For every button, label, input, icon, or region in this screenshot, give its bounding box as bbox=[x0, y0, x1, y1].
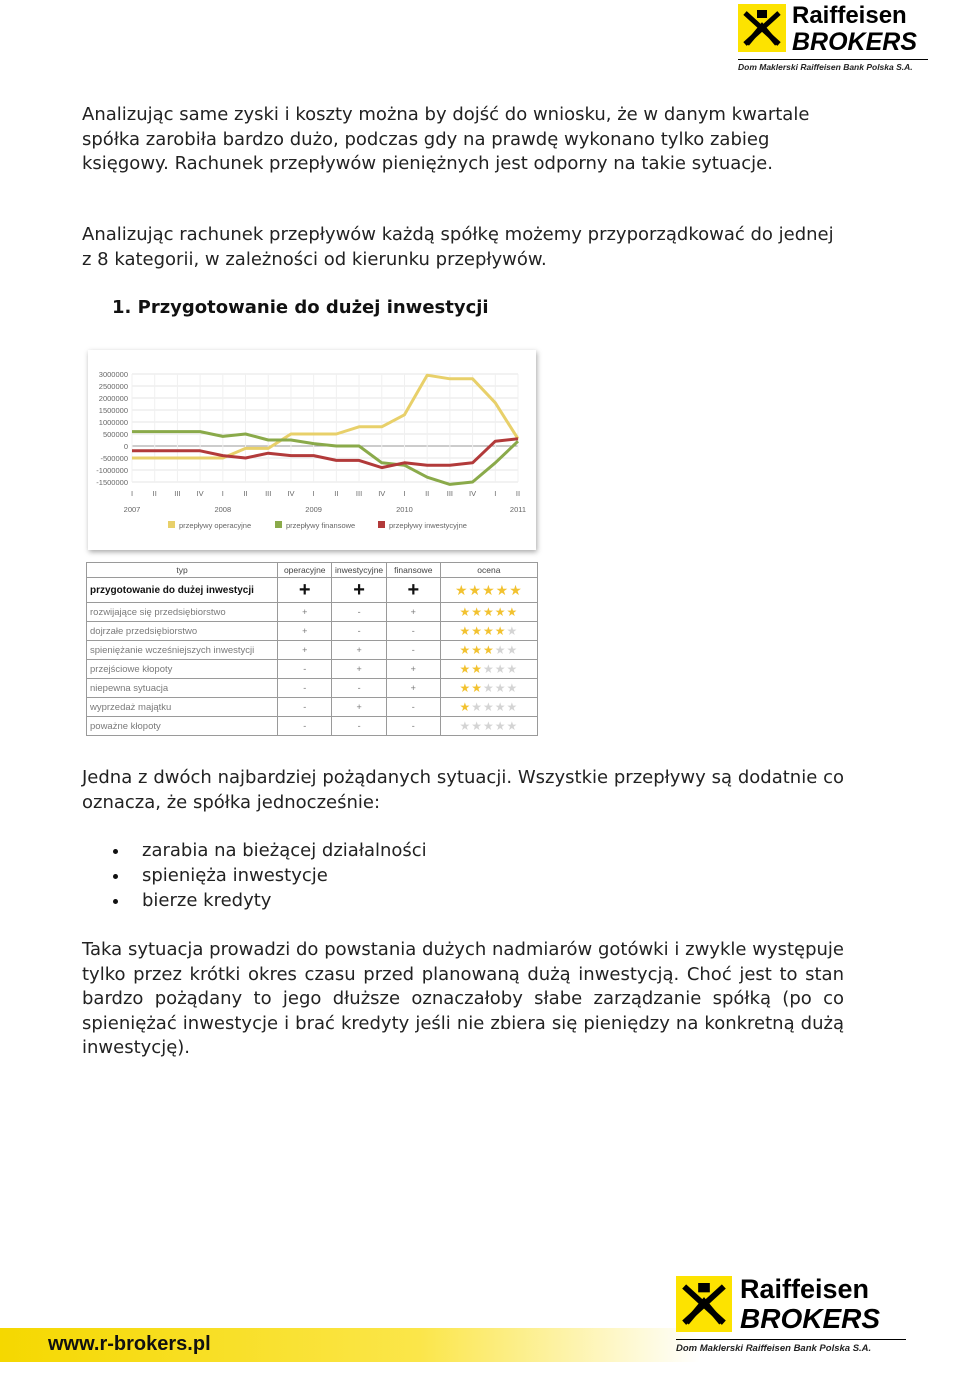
x-tick-label: II bbox=[152, 489, 157, 498]
logo-name: Raiffeisen bbox=[792, 2, 907, 29]
star-icon: ★ bbox=[459, 643, 472, 657]
legend-swatch bbox=[378, 521, 385, 528]
x-tick-label: I bbox=[130, 489, 134, 498]
cash-flow-chart bbox=[88, 350, 536, 550]
row-operacyjne: - bbox=[278, 717, 332, 736]
star-icon: ★ bbox=[494, 700, 507, 714]
row-finansowe: - bbox=[386, 641, 440, 660]
footer-url: www.r-brokers.pl bbox=[48, 1333, 211, 1355]
star-icon: ★ bbox=[471, 719, 483, 733]
star-icon: ★ bbox=[471, 681, 483, 695]
legend-label: przepływy operacyjne bbox=[179, 521, 252, 530]
row-operacyjne: + bbox=[278, 622, 332, 641]
footer-logo bbox=[676, 1276, 906, 1354]
year-label: 2008 bbox=[214, 505, 232, 514]
cash-flow-chart-svg bbox=[88, 350, 536, 550]
logo-rule bbox=[738, 59, 928, 60]
y-tick-label: 0 bbox=[123, 442, 128, 451]
row-type: poważne kłopoty bbox=[87, 717, 278, 736]
list-item: zarabia na bieżącej działalności bbox=[110, 838, 427, 863]
y-tick-label: 2000000 bbox=[98, 394, 128, 403]
row-inwestycyjne: + bbox=[332, 641, 387, 660]
star-icon: ★ bbox=[494, 662, 507, 676]
y-tick-label: -500000 bbox=[100, 454, 128, 463]
header-finansowe: finansowe bbox=[386, 563, 440, 578]
star-icon: ★ bbox=[482, 700, 495, 714]
cash-flow-rating-table bbox=[86, 562, 538, 736]
row-operacyjne: - bbox=[278, 698, 332, 717]
star-icon: ★ bbox=[506, 681, 519, 695]
star-icon: ★ bbox=[506, 643, 519, 657]
logo-name: Raiffeisen bbox=[740, 1274, 870, 1304]
y-tick-label: -1500000 bbox=[96, 478, 128, 487]
star-icon: ★ bbox=[459, 624, 472, 638]
rating-stars bbox=[440, 603, 537, 622]
year-label: 2009 bbox=[305, 505, 322, 514]
row-operacyjne: - bbox=[278, 660, 332, 679]
intro-paragraph-2: Analizując rachunek przepływów każdą spółkę możemy przyporządkować do jednej z 8 kategorii, w zależności od kierunku przepływów. bbox=[82, 224, 834, 270]
row-finansowe: + bbox=[386, 679, 440, 698]
rating-stars bbox=[440, 717, 537, 736]
rating-stars bbox=[440, 679, 537, 698]
x-tick-label: I bbox=[494, 489, 497, 498]
row-finansowe: + bbox=[386, 578, 440, 603]
star-icon: ★ bbox=[468, 581, 483, 598]
x-tick-label: II bbox=[243, 489, 248, 498]
section-heading: 1. Przygotowanie do dużej inwestycji bbox=[112, 297, 489, 318]
star-icon: ★ bbox=[482, 581, 496, 598]
rating-stars bbox=[440, 578, 537, 603]
y-tick-label: -1000000 bbox=[96, 466, 128, 475]
star-icon: ★ bbox=[482, 719, 495, 733]
star-icon: ★ bbox=[482, 605, 495, 619]
header-logo bbox=[738, 4, 928, 72]
star-icon: ★ bbox=[459, 719, 472, 733]
star-icon: ★ bbox=[482, 681, 495, 695]
rating-stars bbox=[440, 622, 537, 641]
star-icon: ★ bbox=[494, 624, 507, 638]
table-row bbox=[87, 622, 538, 641]
row-operacyjne: + bbox=[278, 578, 332, 603]
table-row bbox=[87, 660, 538, 679]
x-tick-label: I bbox=[403, 489, 406, 498]
row-inwestycyjne: + bbox=[332, 578, 387, 603]
year-label: 2007 bbox=[123, 505, 141, 514]
row-inwestycyjne: + bbox=[332, 660, 387, 679]
star-icon: ★ bbox=[459, 681, 472, 695]
rating-stars bbox=[440, 660, 537, 679]
star-icon: ★ bbox=[506, 700, 519, 714]
x-tick-label: I bbox=[221, 489, 224, 498]
y-tick-label: 1000000 bbox=[98, 418, 128, 427]
header-typ: typ bbox=[87, 563, 278, 578]
star-icon: ★ bbox=[471, 624, 483, 638]
logo-brokers: BROKERS bbox=[792, 28, 918, 56]
star-icon: ★ bbox=[482, 662, 495, 676]
row-type: wyprzedaż majątku bbox=[87, 698, 278, 717]
row-finansowe: - bbox=[386, 717, 440, 736]
row-type: niepewna sytuacja bbox=[87, 679, 278, 698]
star-icon: ★ bbox=[509, 581, 523, 598]
x-tick-label: IV bbox=[196, 489, 204, 498]
star-icon: ★ bbox=[506, 624, 519, 638]
legend-swatch bbox=[168, 521, 175, 528]
star-icon: ★ bbox=[494, 719, 507, 733]
bullet-list bbox=[110, 838, 427, 913]
row-finansowe: - bbox=[386, 698, 440, 717]
star-icon: ★ bbox=[506, 662, 519, 676]
list-item: bierze kredyty bbox=[110, 888, 427, 913]
header-inwestycyjne: inwestycyjne bbox=[332, 563, 387, 578]
row-type: rozwijające się przedsiębiorstwo bbox=[87, 603, 278, 622]
star-icon: ★ bbox=[506, 605, 519, 619]
star-icon: ★ bbox=[495, 581, 510, 598]
row-finansowe: + bbox=[386, 660, 440, 679]
star-icon: ★ bbox=[494, 605, 507, 619]
legend-label: przepływy inwestycyjne bbox=[389, 521, 467, 530]
row-type: przygotowanie do dużej inwestycji bbox=[87, 578, 278, 603]
table-row bbox=[87, 603, 538, 622]
rating-stars bbox=[440, 698, 537, 717]
logo-subtitle: Dom Maklerski Raiffeisen Bank Polska S.A. bbox=[738, 62, 913, 72]
row-type: spieniężanie wcześniejszych inwestycji bbox=[87, 641, 278, 660]
star-icon: ★ bbox=[459, 605, 472, 619]
x-tick-label: II bbox=[515, 489, 521, 498]
row-inwestycyjne: - bbox=[332, 717, 387, 736]
row-inwestycyjne: - bbox=[332, 679, 387, 698]
list-item: spienięża inwestycje bbox=[110, 863, 427, 888]
header-operacyjne: operacyjne bbox=[278, 563, 332, 578]
row-type: dojrzałe przedsiębiorstwo bbox=[87, 622, 278, 641]
star-icon: ★ bbox=[482, 624, 495, 638]
y-tick-label: 1500000 bbox=[98, 406, 128, 415]
row-finansowe: - bbox=[386, 622, 440, 641]
logo-subtitle: Dom Maklerski Raiffeisen Bank Polska S.A. bbox=[676, 1343, 872, 1354]
x-tick-label: III bbox=[446, 489, 454, 498]
row-finansowe: + bbox=[386, 603, 440, 622]
table-body bbox=[87, 578, 538, 736]
star-icon: ★ bbox=[471, 700, 483, 714]
x-tick-label: IV bbox=[469, 489, 477, 498]
row-inwestycyjne: - bbox=[332, 622, 387, 641]
x-tick-label: IV bbox=[378, 489, 386, 498]
raiffeisen-crossed-gables-icon bbox=[676, 1276, 732, 1332]
y-tick-label: 500000 bbox=[102, 430, 128, 439]
logo-rule bbox=[676, 1339, 906, 1340]
x-tick-label: III bbox=[265, 489, 272, 498]
y-tick-label: 3000000 bbox=[98, 370, 128, 379]
x-tick-label: I bbox=[312, 489, 315, 498]
logo-brokers: BROKERS bbox=[740, 1303, 881, 1334]
x-tick-label: II bbox=[334, 489, 339, 498]
table-row bbox=[87, 717, 538, 736]
x-tick-label: IV bbox=[287, 489, 295, 498]
rating-stars bbox=[440, 641, 537, 660]
row-type: przejściowe kłopoty bbox=[87, 660, 278, 679]
star-icon: ★ bbox=[471, 662, 483, 676]
x-tick-label: II bbox=[425, 489, 430, 498]
star-icon: ★ bbox=[482, 643, 495, 657]
star-icon: ★ bbox=[494, 643, 507, 657]
row-operacyjne: - bbox=[278, 679, 332, 698]
table-row bbox=[87, 578, 538, 603]
raiffeisen-crossed-gables-icon bbox=[738, 4, 786, 52]
body-paragraph-1: Jedna z dwóch najbardziej pożądanych sytuacji. Wszystkie przepływy są dodatnie co oznacza, że spółka jednocześnie: bbox=[82, 767, 844, 813]
row-inwestycyjne: + bbox=[332, 698, 387, 717]
row-operacyjne: + bbox=[278, 641, 332, 660]
legend-label: przepływy finansowe bbox=[286, 521, 356, 530]
table-row bbox=[87, 698, 538, 717]
table-row bbox=[87, 641, 538, 660]
star-icon: ★ bbox=[471, 643, 483, 657]
row-inwestycyjne: - bbox=[332, 603, 387, 622]
body-paragraph-2: Taka sytuacja prowadzi do powstania dużych nadmiarów gotówki i zwykle występuje tylko przez krótki okres czasu przed planowaną dużą inwestycją. Choć jest to stan bardzo pożądany to jego dłuższe oznaczałoby słabe zarządzanie spółką (po co spieniężać inwestycje i brać kredyty jeśli nie zbiera się pieniędzy na konkretną dużą inwestycję). bbox=[82, 939, 844, 1058]
star-icon: ★ bbox=[471, 605, 483, 619]
legend-swatch bbox=[275, 521, 282, 528]
header-ocena: ocena bbox=[440, 563, 537, 578]
intro-paragraph-1: Analizując same zyski i koszty można by dojść do wniosku, że w danym kwartale spółka zarobiła bardzo dużo, podczas gdy na prawdę wykonano tylko zabieg księgowy. Rachunek przepływów pieniężnych jest odporny na takie sytuacje. bbox=[82, 104, 810, 174]
year-label: 2011 bbox=[509, 505, 527, 514]
star-icon: ★ bbox=[494, 681, 507, 695]
table-row bbox=[87, 679, 538, 698]
star-icon: ★ bbox=[459, 662, 472, 676]
year-label: 2010 bbox=[396, 505, 413, 514]
series-line bbox=[132, 439, 518, 468]
star-icon: ★ bbox=[454, 581, 469, 598]
star-icon: ★ bbox=[506, 719, 519, 733]
x-tick-label: III bbox=[355, 489, 363, 498]
x-tick-label: III bbox=[174, 489, 181, 498]
star-icon: ★ bbox=[459, 700, 472, 714]
y-tick-label: 2500000 bbox=[98, 382, 128, 391]
table-header-row bbox=[87, 563, 538, 578]
row-operacyjne: + bbox=[278, 603, 332, 622]
